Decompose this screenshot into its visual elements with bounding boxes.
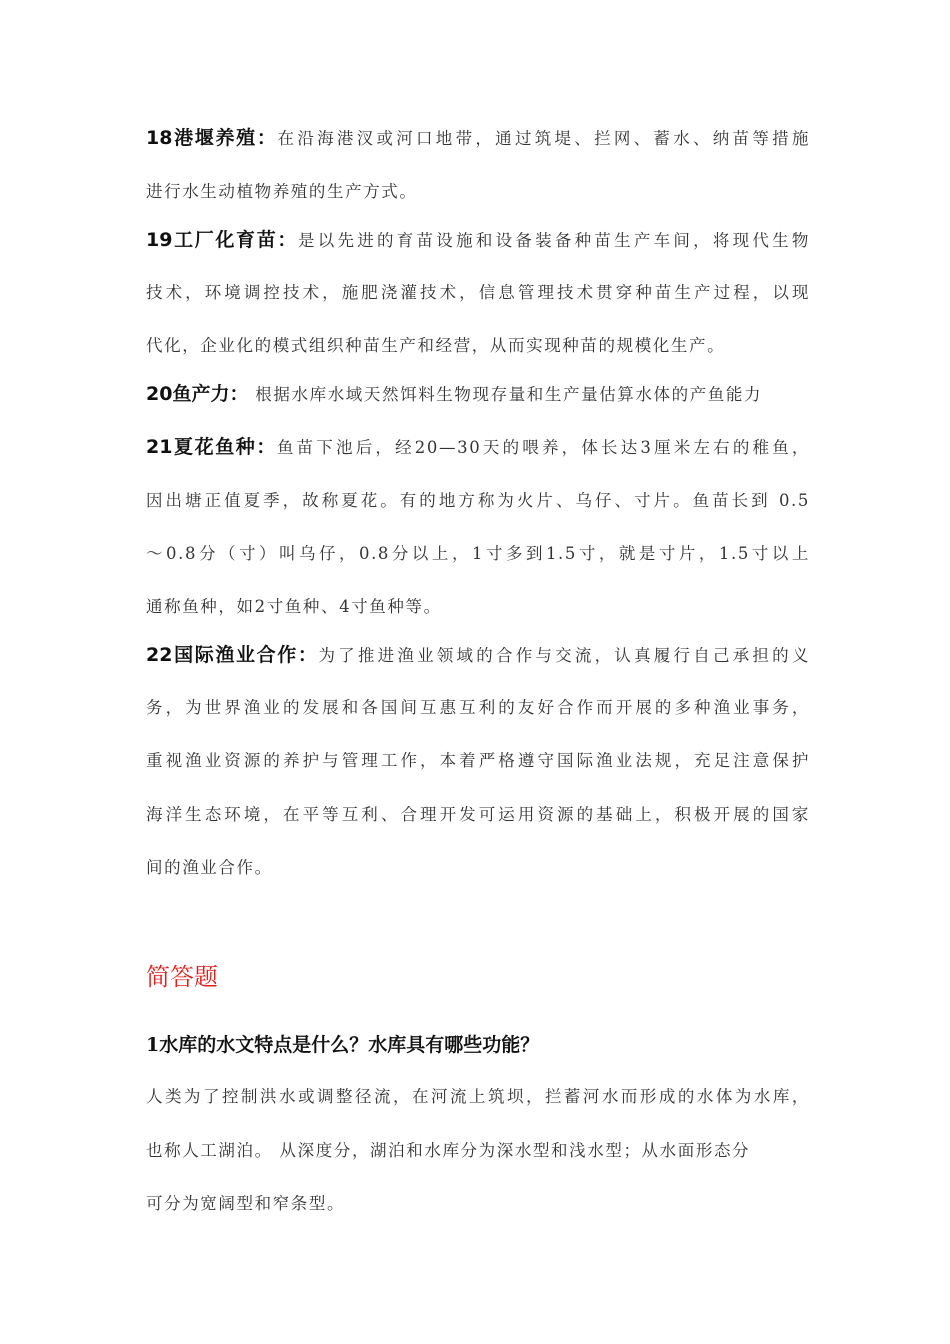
term-22-line-2: 务，为世界渔业的发展和各国间互惠互利的友好合作而开展的多种渔业事务， [146, 698, 810, 717]
term-18-text-1: 在沿海港汊或河口地带，通过筑堤、拦网、蓄水、纳苗等措施 [277, 129, 810, 148]
term-19-line-3: 代化，企业化的模式组织种苗生产和经营，从而实现种苗的规模化生产。 [146, 336, 726, 355]
term-19-line-1 [146, 228, 810, 253]
term-21-line-4: 通称鱼种，如2寸鱼种、4寸鱼种等。 [146, 597, 442, 616]
term-22-line-4: 海洋生态环境，在平等互利、合理开发可运用资源的基础上，积极开展的国家 [146, 805, 810, 824]
answer-line-1: 人类为了控制洪水或调整径流，在河流上筑坝，拦蓄河水而形成的水体为水库， [146, 1087, 810, 1106]
term-20-text-1: 根据水库水域天然饵料生物现存量和生产量估算水体的产鱼能力 [248, 385, 763, 404]
answer-line-2: 也称人工湖泊。 从深度分，湖泊和水库分为深水型和浅水型；从水面形态分 [146, 1141, 751, 1160]
term-21-line-2: 因出塘正值夏季，故称夏花。有的地方称为火片、乌仔、寸片。鱼苗长到 0.5 [146, 491, 810, 510]
term-21-text-1: 鱼苗下池后，经20—30天的喂养，体长达3厘米左右的稚鱼， [276, 438, 810, 457]
term-22-text-1: 为了推进渔业领域的合作与交流，认真履行自己承担的义 [318, 646, 810, 665]
term-21-head: 21夏花鱼种： [146, 436, 277, 458]
term-20-line-1 [146, 382, 810, 407]
term-21-line-1 [146, 435, 810, 460]
answer-line-3: 可分为宽阔型和窄条型。 [146, 1194, 346, 1213]
term-22-line-3: 重视渔业资源的养护与管理工作，本着严格遵守国际渔业法规，充足注意保护 [146, 751, 810, 770]
term-22-line-1 [146, 643, 810, 668]
term-19-line-2: 技术，环境调控技术，施肥浇灌技术，信息管理技术贯穿种苗生产过程，以现 [146, 283, 810, 302]
question-1: 1水库的水文特点是什么？水库具有哪些功能？ [146, 1034, 540, 1056]
term-20-head: 20鱼产力： [146, 383, 249, 405]
term-22-head: 22国际渔业合作： [146, 644, 319, 666]
term-21-line-3: ～0.8分（寸）叫乌仔，0.8分以上，1寸多到1.5寸，就是寸片，1.5寸以上 [146, 544, 810, 563]
term-18-line-2: 进行水生动植物养殖的生产方式。 [146, 182, 418, 201]
term-18-head: 18港堰养殖： [146, 127, 278, 149]
section-title: 简答题 [146, 963, 218, 991]
term-19-text-1: 是以先进的育苗设施和设备装备种苗生产车间，将现代生物 [298, 231, 810, 250]
term-19-head: 19工厂化育苗： [146, 229, 299, 251]
term-18-line-1 [146, 126, 810, 151]
term-22-line-5: 间的渔业合作。 [146, 858, 273, 877]
